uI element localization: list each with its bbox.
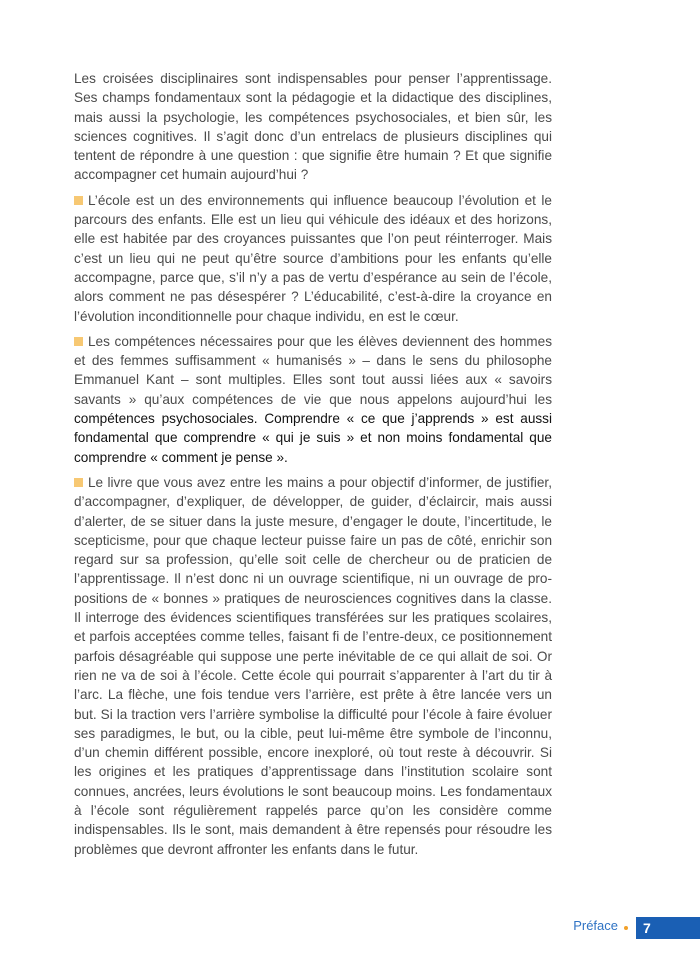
body-text: [74, 69, 552, 865]
paragraph-text: L’école est un des environnements qui influence beaucoup l’évolution et le parcours des enfants. Elle est un lieu qui véhicule des idéaux et des horizons, elle est habitée par des croyances puissantes que l’on peut réinterroger. Mais c’est un lieu qui ne peut qu’être source d’ambitions pour les enfants qu’elle accompagne, parce que, s’il n’y a pas de vertu d’espérance au sein de l’école, alors comment ne pas désespérer ? L’éducabilité, c’est-à-dire la croyance en l’évolution inconditionnelle pour chaque individu, en est le cœur.: [74, 192, 552, 324]
page-number: 7: [636, 917, 700, 939]
paragraph-text: Le livre que vous avez entre les mains a pour objectif d’informer, de justifier, d’accompagner, d’expliquer, de développer, de guider, d’éclaircir, mais aussi d’alerter, de se situer dans la juste mesure, d’engager le doute, l’incertitude, le scepticisme, pour que chaque lecteur puisse faire un pas de côté, enrichir son regard sur sa profession, qu’elle soit celle de chercheur ou de praticien de l’apprentissage. Il n’est donc ni un ouvrage scientifique, ni un ouvrage de propositions de « bonnes » pratiques de neurosciences cognitives dans la classe. Il interroge des évidences scientifiques transférées sur les pratiques scolaires, et parfois acceptées comme telles, faisant fi de l’entre-deux, ce positionnement parfois désagréable qui suppose une perte inévitable de ce qui allait de soi. Or rien ne va de soi à l’école. Cette école qui pourrait s’apparenter à l’art du tir à l’arc. La flèche, une fois tendue vers l’arrière, est prête à être lancée vers un but. Si la traction vers l’arrière symbolise la difficulté pour l’école à faire évoluer ses paradigmes, le but, ou la cible, peut lui-même être symbole de l’inconnu, d’un chemin différent possible, encore inexploré, où tout reste à découvrir. Si les origines et les pratiques d’apprentissage dans l’institution scolaire sont connues, ancrées, leurs évolutions le sont beaucoup moins. Les fondamentaux à l’école sont régulièrement rappelés parce qu’on les considère comme indispensables. Ils le sont, mais demandent à être repensés pour résoudre les problèmes que devront affronter les enfants dans le futur.: [74, 474, 552, 857]
square-bullet-icon: [74, 196, 83, 205]
paragraph-ecole: [74, 191, 552, 326]
square-bullet-icon: [74, 337, 83, 346]
running-footer-section: Préface: [573, 918, 618, 933]
paragraph-intro: [74, 69, 552, 185]
paragraph-text: Les compétences nécessaires pour que les élèves deviennent des hommes et des femmes suffisamment « humanisés » – dans le sens du philosophe Emmanuel Kant – sont multiples. Elles sont tout aussi liées aux « savoirs savants » qu’aux compétences de vie que nous appelons aujourd’hui les: [74, 333, 552, 407]
emphasized-text: compétences psychosociales. Comprendre « ce que j’apprends » est aussi fondamental que comprendre « qui je suis » et non moins fondamental que comprendre « comment je pense ».: [74, 411, 552, 465]
paragraph-text: Les croisées disciplinaires sont indispensables pour penser l’apprentissage. Ses champs fondamentaux sont la pédagogie et la didactique des disciplines, mais aussi la psychologie, les compétences psychosociales, et bien sûr, les sciences cognitives. Il s’agit donc d’un entrelacs de plusieurs disciplines qui tentent de répondre à une question : que signifie être humain ? Et que signifie accompagner cet humain aujourd’hui ?: [74, 71, 552, 183]
footer-dot-icon: [624, 926, 628, 930]
square-bullet-icon: [74, 478, 83, 487]
paragraph-livre: [74, 473, 552, 859]
paragraph-competences: [74, 332, 552, 467]
